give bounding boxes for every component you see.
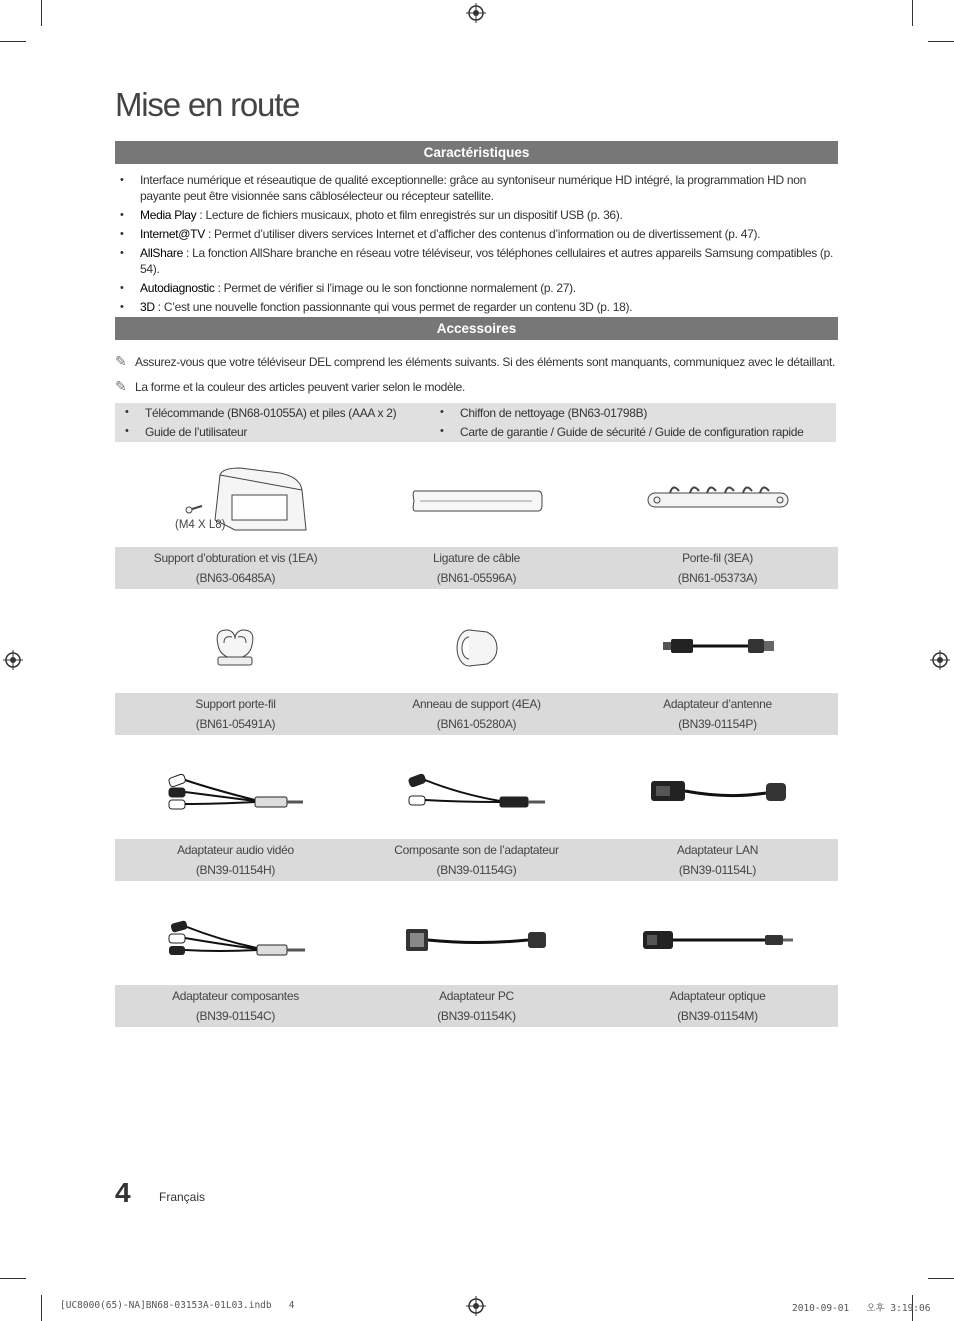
- included-items-box: [115, 403, 836, 442]
- pencil-note-icon: ✎: [115, 378, 127, 394]
- page-language: Français: [159, 1190, 206, 1204]
- registration-mark-icon: [466, 1296, 486, 1316]
- cable-tie-image: [410, 487, 545, 515]
- crop-mark: [0, 41, 26, 42]
- component-adapter-image: [165, 918, 310, 963]
- footer-file: [UC8000(65)-NA]BN68-03153A-01L03.indb 4: [60, 1300, 295, 1311]
- included-item: • Télécommande (BN68-01055A) et piles (AAA x 2): [125, 406, 397, 420]
- page-number: 4: [115, 1177, 131, 1208]
- holder-wire-stand-image: [210, 625, 260, 670]
- accessory-cell: Adaptateur audio vidéo (BN39-01154H): [177, 843, 294, 877]
- accessory-cell: Adaptateur PC (BN39-01154K): [437, 989, 516, 1023]
- feature-item: • AllShare : La fonction AllShare branche en réseau votre téléviseur, vos téléphones cellulaires et autres appareils Samsung compatibles (p. 54).: [120, 246, 834, 276]
- accessory-cell: Adaptateur optique (BN39-01154M): [669, 989, 766, 1023]
- accessory-cell: Adaptateur LAN (BN39-01154L): [676, 843, 759, 877]
- footer-timestamp: 2010-09-01 오후 3:19:06: [792, 1303, 931, 1314]
- component-audio-adapter-image: [405, 770, 550, 815]
- included-item: • Carte de garantie / Guide de sécurité / Guide de configuration rapide: [440, 425, 804, 439]
- accessory-label-row: [115, 985, 838, 1027]
- accessory-cell: Adaptateur d’antenne (BN39-01154P): [663, 697, 772, 731]
- features-list: [115, 172, 843, 318]
- accessory-cell: Support porte-fil (BN61-05491A): [195, 697, 276, 731]
- note: ✎ La forme et la couleur des articles peuvent varier selon le modèle.: [115, 378, 466, 394]
- accessory-cell: Ligature de câble (BN61-05596A): [433, 551, 520, 585]
- included-item: • Guide de l’utilisateur: [125, 425, 248, 439]
- accessory-cell: Composante son de l’adaptateur (BN39-01154G): [394, 843, 559, 877]
- pc-adapter-image: [403, 925, 551, 955]
- feature-item: • Media Play : Lecture de fichiers musicaux, photo et film enregistrés sur un dispositif USB (p. 36).: [120, 208, 623, 222]
- antenna-adapter-image: [660, 635, 778, 657]
- crop-mark: [0, 1278, 26, 1279]
- included-item: • Chiffon de nettoyage (BN63-01798B): [440, 406, 648, 420]
- feature-item: • Autodiagnostic : Permet de vérifier si l’image ou le son fonctionne normalement (p. 27).: [120, 281, 576, 295]
- feature-item: • Internet@TV : Permet d’utiliser divers services Internet et d’afficher des contenus d’information ou de divertissement (p. 47).: [120, 227, 761, 241]
- accessory-cell: Support d’obturation et vis (1EA) (BN63-06485A): [153, 551, 318, 585]
- accessory-label-row: [115, 839, 838, 881]
- accessory-cell: Porte-fil (3EA) (BN61-05373A): [677, 551, 758, 585]
- crop-mark: [41, 0, 42, 26]
- registration-mark-icon: [3, 650, 23, 670]
- crop-mark: [912, 0, 913, 26]
- optical-adapter-image: [640, 927, 795, 953]
- pencil-note-icon: ✎: [115, 353, 127, 369]
- av-adapter-image: [165, 770, 310, 815]
- lan-adapter-image: [648, 777, 790, 807]
- registration-mark-icon: [466, 3, 486, 23]
- page-title: Mise en route: [115, 86, 300, 123]
- crop-mark: [41, 1295, 42, 1321]
- accessory-cell: Adaptateur composantes (BN39-01154C): [172, 989, 299, 1023]
- crop-mark: [928, 1278, 954, 1279]
- registration-mark-icon: [930, 650, 950, 670]
- note: ✎ Assurez-vous que votre téléviseur DEL comprend les éléments suivants. Si des éléments sont manquants, communiquez avec le détaillant.: [115, 353, 836, 369]
- accessory-label-row: [115, 693, 838, 735]
- cable-holder-image: [645, 483, 793, 517]
- holder-ring-image: [453, 625, 501, 670]
- crop-mark: [928, 41, 954, 42]
- accessory-label-row: [115, 547, 838, 589]
- accessory-cell: Anneau de support (4EA) (BN61-05280A): [412, 697, 541, 731]
- features-header: Caractéristiques: [115, 141, 838, 164]
- feature-item: • Interface numérique et réseautique de qualité exceptionnelle: grâce au syntoniseur numérique HD intégré, la programmation HD non payante peut être visionnée sans câblosélecteur ou récepteur satellite.: [120, 173, 807, 203]
- feature-item: • 3D : C’est une nouvelle fonction passionnante qui vous permet de regarder un contenu 3D (p. 18).: [120, 300, 633, 314]
- accessories-header: Accessoires: [115, 317, 838, 340]
- screw-label: (M4 X L8): [175, 519, 226, 531]
